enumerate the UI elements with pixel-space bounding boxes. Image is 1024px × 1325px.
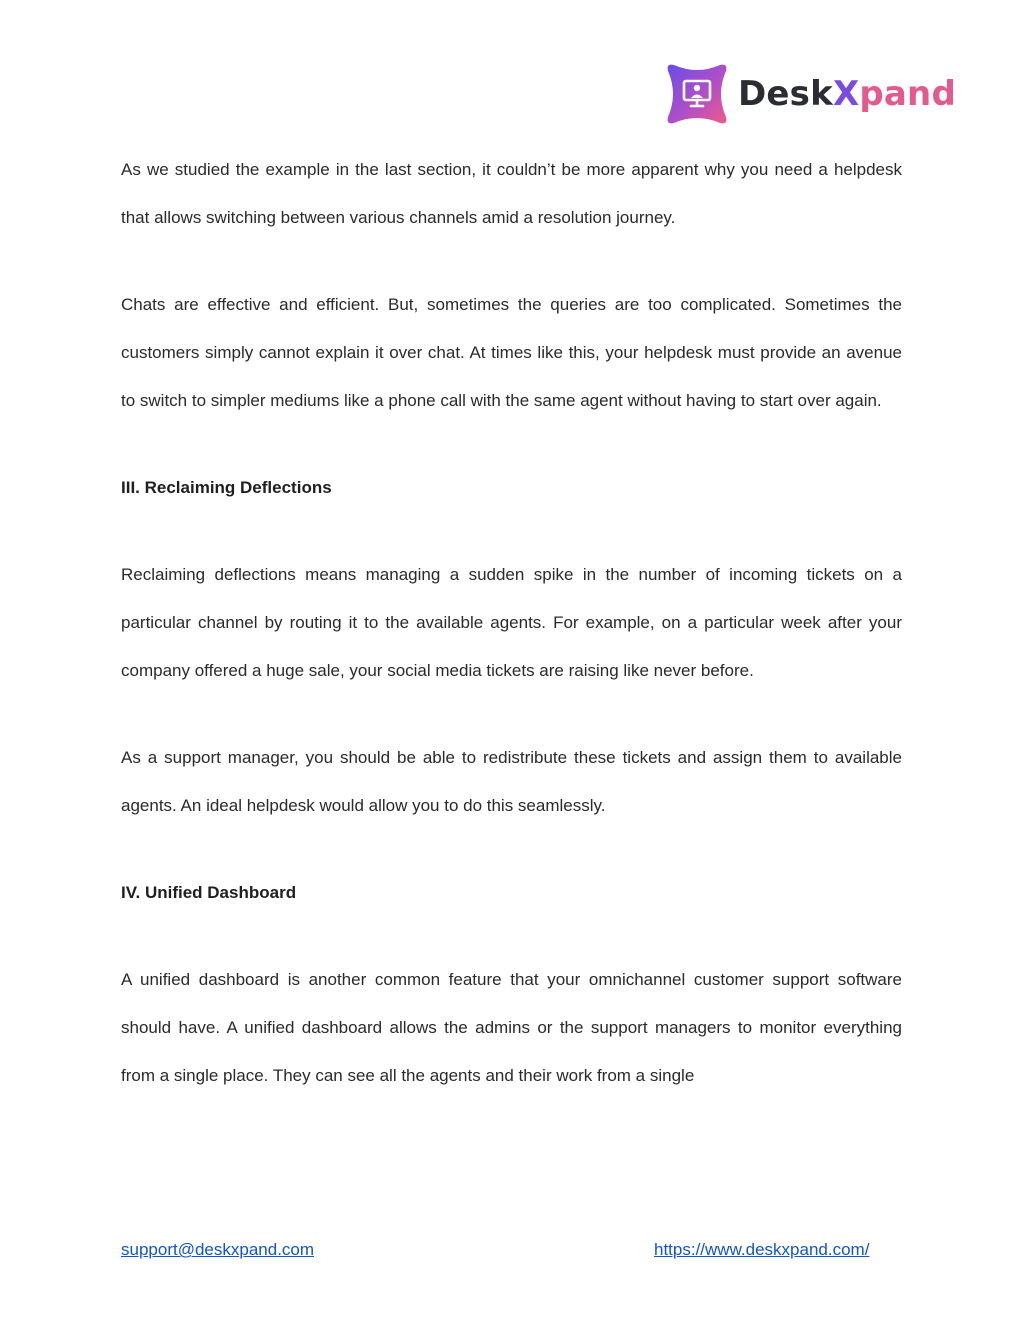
heading-unified-dashboard: IV. Unified Dashboard	[121, 883, 297, 902]
paragraph-channel-switching: As we studied the example in the last section, it couldn’t be more apparent why you need a helpdesk that allows switching between various channels amid a resolution journey.	[121, 160, 902, 227]
document-body	[121, 146, 902, 1100]
paragraph-reclaiming-deflections: Reclaiming deflections means managing a sudden spike in the number of incoming tickets on a particular channel by routing it to the available agents. For example, on a particular week after your company offered a huge sale, your social media tickets are raising like never before.	[121, 565, 902, 680]
monitor-person-icon	[664, 61, 730, 127]
support-email-link[interactable]: support@deskxpand.com	[121, 1240, 315, 1259]
brand-wordmark	[738, 74, 956, 114]
brand-wordmark-pand: pand	[859, 74, 956, 114]
brand-wordmark-desk: Desk	[738, 74, 833, 114]
paragraph-unified-dashboard: A unified dashboard is another common feature that your omnichannel customer support software should have. A unified dashboard allows the admins or the support managers to monitor everything from a single place. They can see all the agents and their work from a single	[121, 970, 902, 1085]
brand-wordmark-x: X	[832, 74, 860, 114]
brand-logo	[664, 60, 956, 128]
website-link[interactable]: https://www.deskxpand.com/	[654, 1240, 870, 1259]
heading-reclaiming-deflections: III. Reclaiming Deflections	[121, 478, 332, 497]
paragraph-support-manager: As a support manager, you should be able to redistribute these tickets and assign them to available agents. An ideal helpdesk would allow you to do this seamlessly.	[121, 748, 902, 815]
paragraph-chats: Chats are effective and efficient. But, sometimes the queries are too complicated. Sometimes the customers simply cannot explain it over chat. At times like this, your helpdesk must provide an avenue to switch to simpler mediums like a phone call with the same agent without having to start over again.	[121, 295, 902, 410]
